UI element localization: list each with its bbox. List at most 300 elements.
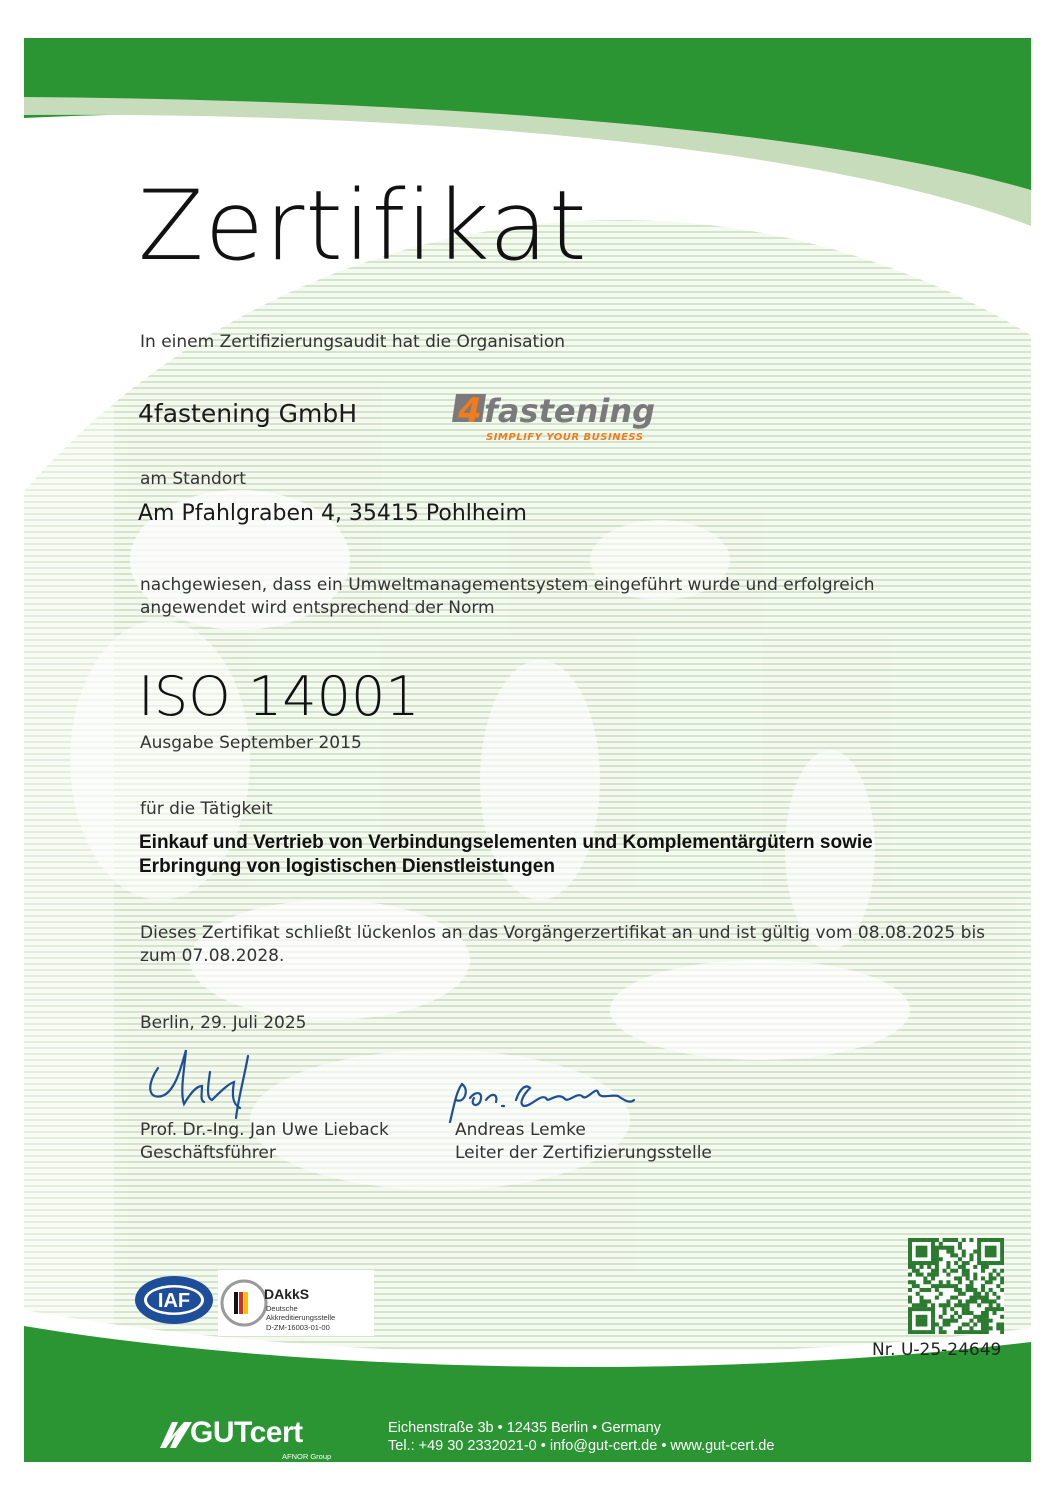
qr-module [977,1319,981,1323]
qr-module [1000,1288,1004,1292]
qr-module [962,1250,966,1254]
qr-module [916,1292,920,1296]
qr-module [977,1238,981,1242]
qr-module [954,1261,958,1265]
qr-module [935,1261,939,1265]
qr-module [966,1307,970,1311]
qr-module [931,1303,935,1307]
signatory-2-name: Andreas Lemke [455,1120,586,1140]
qr-module [977,1330,981,1334]
qr-module [996,1296,1000,1300]
qr-module [950,1296,954,1300]
qr-module [923,1261,927,1265]
qr-module [985,1315,989,1319]
validity-line-1: Dieses Zertifikat schließt lückenlos an das Vorgängerzertifikat an und ist gültig vom 08.08.2025 bis [140,923,986,943]
qr-module [962,1311,966,1315]
qr-module [935,1284,939,1288]
qr-module [935,1322,939,1326]
qr-module [912,1265,916,1269]
qr-module [989,1246,993,1250]
activity-label: für die Tätigkeit [140,799,273,819]
qr-module [916,1269,920,1273]
qr-module [962,1265,966,1269]
qr-module [939,1292,943,1296]
qr-module [920,1307,924,1311]
standard-name: ISO 14001 [138,665,420,728]
svg-text:SIMPLIFY YOUR BUSINESS: SIMPLIFY YOUR BUSINESS [486,432,644,443]
certificate-title: Zertifikat [138,170,588,282]
qr-module [981,1261,985,1265]
qr-module [946,1284,950,1288]
qr-module [1000,1250,1004,1254]
qr-module [946,1299,950,1303]
qr-module [1000,1253,1004,1257]
qr-module [943,1246,947,1250]
dakks-line1: Deutsche [266,1304,298,1313]
qr-module [939,1284,943,1288]
qr-module [908,1326,912,1330]
qr-module [916,1307,920,1311]
qr-module [935,1265,939,1269]
qr-module [946,1261,950,1265]
qr-module [996,1261,1000,1265]
qr-module [920,1246,924,1250]
qr-module [973,1288,977,1292]
qr-module [958,1326,962,1330]
qr-module [969,1257,973,1261]
qr-module [954,1296,958,1300]
qr-module [977,1250,981,1254]
iaf-logo [133,1274,215,1326]
dakks-reg: D-ZM-16003-01-00 [266,1323,330,1332]
qr-module [931,1238,935,1242]
qr-module [908,1257,912,1261]
qr-module [985,1326,989,1330]
qr-module [908,1246,912,1250]
qr-module [920,1261,924,1265]
qr-module [989,1253,993,1257]
qr-module [985,1246,989,1250]
qr-module [920,1296,924,1300]
qr-module [931,1273,935,1277]
qr-module [912,1284,916,1288]
qr-module [962,1303,966,1307]
qr-module [969,1284,973,1288]
signatory-1-name: Prof. Dr.-Ing. Jan Uwe Lieback [140,1120,389,1140]
qr-module [912,1303,916,1307]
qr-module [923,1246,927,1250]
qr-module [935,1257,939,1261]
qr-module [958,1257,962,1261]
qr-module [916,1261,920,1265]
qr-module [973,1315,977,1319]
qr-module [912,1330,916,1334]
qr-module [958,1330,962,1334]
qr-module [989,1326,993,1330]
certificate-number: Nr. U-25-24649 [872,1340,1002,1360]
qr-module [985,1296,989,1300]
qr-module [935,1253,939,1257]
qr-module [946,1238,950,1242]
qr-module [939,1326,943,1330]
qr-module [916,1238,920,1242]
qr-module [985,1307,989,1311]
qr-module [931,1319,935,1323]
qr-module [908,1315,912,1319]
qr-module [931,1257,935,1261]
qr-module [1000,1238,1004,1242]
qr-module [939,1257,943,1261]
qr-module [923,1280,927,1284]
qr-module [977,1253,981,1257]
qr-module [908,1280,912,1284]
qr-module [1000,1276,1004,1280]
qr-module [954,1303,958,1307]
signatory-1-role: Geschäftsführer [140,1143,276,1163]
qr-module [962,1238,966,1242]
qr-module [973,1296,977,1300]
qr-module [912,1238,916,1242]
qr-module [985,1238,989,1242]
qr-module [946,1265,950,1269]
qr-module [989,1307,993,1311]
organization-name: 4fastening GmbH [138,399,358,428]
qr-module [989,1261,993,1265]
qr-module [992,1269,996,1273]
qr-module [973,1322,977,1326]
qr-module [1000,1326,1004,1330]
qr-module [985,1330,989,1334]
qr-module [977,1303,981,1307]
qr-module [992,1311,996,1315]
qr-module [908,1238,912,1242]
qr-module [989,1276,993,1280]
qr-module [916,1315,920,1319]
qr-module [927,1273,931,1277]
qr-module [958,1315,962,1319]
gutcert-brand: GUTcert [190,1416,303,1449]
qr-module [981,1284,985,1288]
qr-module [946,1246,950,1250]
qr-module [920,1299,924,1303]
qr-module [981,1319,985,1323]
qr-module [927,1265,931,1269]
qr-module [1000,1257,1004,1261]
intro-text: In einem Zertifizierungsaudit hat die Organisation [140,332,566,352]
qr-module [1000,1280,1004,1284]
qr-module [958,1280,962,1284]
qr-module [969,1330,973,1334]
dakks-logo [218,1270,374,1336]
qr-module [985,1261,989,1265]
qr-module [943,1330,947,1334]
qr-module [958,1292,962,1296]
qr-module [966,1299,970,1303]
qr-module [943,1319,947,1323]
qr-module [1000,1242,1004,1246]
qr-module [923,1299,927,1303]
qr-module [912,1269,916,1273]
qr-module [973,1292,977,1296]
validity-line-2: zum 07.08.2028. [140,946,285,966]
qr-module [950,1315,954,1319]
qr-module [920,1319,924,1323]
qr-module [969,1299,973,1303]
qr-module [912,1280,916,1284]
qr-module [935,1250,939,1254]
qr-module [966,1311,970,1315]
qr-module [1000,1322,1004,1326]
qr-module [981,1326,985,1330]
qr-module [962,1322,966,1326]
qr-module [981,1269,985,1273]
qr-module [985,1311,989,1315]
qr-module [989,1280,993,1284]
qr-module [989,1299,993,1303]
qr-module [958,1299,962,1303]
qr-module [977,1261,981,1265]
qr-module [981,1288,985,1292]
qr-module [908,1322,912,1326]
qr-module [923,1253,927,1257]
qr-module [1000,1307,1004,1311]
qr-module [969,1238,973,1242]
qr-module [977,1296,981,1300]
qr-module [989,1273,993,1277]
qr-module [916,1246,920,1250]
qr-module [939,1303,943,1307]
qr-module [958,1288,962,1292]
footer-address: Eichenstraße 3b • 12435 Berlin • Germany [388,1420,661,1436]
qr-module [908,1288,912,1292]
qr-module [1000,1246,1004,1250]
qr-module [923,1315,927,1319]
qr-module [969,1296,973,1300]
qr-module [908,1307,912,1311]
activity-line-1: Einkauf und Vertrieb von Verbindungselementen und Komplementärgütern sowie [139,832,873,853]
qr-module [966,1276,970,1280]
qr-module [916,1330,920,1334]
qr-module [946,1250,950,1254]
qr-module [923,1319,927,1323]
signatory-2-role: Leiter der Zertifizierungsstelle [455,1143,712,1163]
qr-module [931,1307,935,1311]
qr-module [996,1284,1000,1288]
svg-text:IAF: IAF [157,1290,191,1312]
qr-module [989,1238,993,1242]
qr-module [950,1238,954,1242]
qr-module [989,1250,993,1254]
qr-module [962,1330,966,1334]
qr-module [931,1250,935,1254]
qr-module [920,1273,924,1277]
qr-module [977,1257,981,1261]
qr-module [931,1311,935,1315]
qr-module [943,1269,947,1273]
qr-module [1000,1330,1004,1334]
statement-line-2: angewendet wird entsprechend der Norm [140,598,495,618]
qr-module [958,1246,962,1250]
qr-module [962,1292,966,1296]
qr-module [920,1265,924,1269]
qr-module [920,1288,924,1292]
qr-module [931,1284,935,1288]
qr-module [931,1261,935,1265]
qr-module [954,1288,958,1292]
qr-module [966,1288,970,1292]
qr-module [939,1246,943,1250]
qr-module [939,1315,943,1319]
qr-module [996,1273,1000,1277]
qr-module [950,1284,954,1288]
qr-module [981,1299,985,1303]
qr-module [1000,1261,1004,1265]
qr-module [920,1330,924,1334]
qr-module [939,1242,943,1246]
qr-module [935,1269,939,1273]
qr-module [969,1253,973,1257]
qr-module [946,1280,950,1284]
qr-module [992,1250,996,1254]
qr-module [923,1330,927,1334]
footer-contact: Tel.: +49 30 2332021-0 • info@gut-cert.de • www.gut-cert.de [388,1438,775,1454]
qr-module [923,1276,927,1280]
qr-module [927,1299,931,1303]
qr-module [954,1253,958,1257]
qr-module [931,1326,935,1330]
qr-module [954,1276,958,1280]
qr-module [973,1299,977,1303]
qr-code-image [908,1238,1004,1334]
qr-module [992,1246,996,1250]
qr-module [985,1319,989,1323]
qr-module [973,1276,977,1280]
qr-module [973,1330,977,1334]
qr-module [943,1238,947,1242]
company-logo-image [450,388,672,448]
qr-module [966,1284,970,1288]
qr-module [923,1288,927,1292]
qr-module [962,1261,966,1265]
qr-module [985,1299,989,1303]
dakks-line2: Akkreditierungsstelle [266,1313,336,1322]
qr-module [966,1269,970,1273]
standard-edition: Ausgabe September 2015 [140,733,362,753]
qr-module [920,1315,924,1319]
qr-module [981,1322,985,1326]
qr-module [920,1238,924,1242]
qr-module [981,1265,985,1269]
address: Am Pfahlgraben 4, 35415 Pohlheim [138,501,527,526]
qr-module [973,1265,977,1269]
qr-module [908,1311,912,1315]
qr-module [973,1273,977,1277]
qr-module [992,1299,996,1303]
qr-module [954,1330,958,1334]
qr-module [954,1238,958,1242]
qr-module [920,1250,924,1254]
qr-module [981,1330,985,1334]
qr-module [927,1261,931,1265]
qr-module [954,1284,958,1288]
qr-module [992,1292,996,1296]
qr-module [954,1311,958,1315]
qr-module [996,1303,1000,1307]
qr-code[interactable] [908,1238,1004,1334]
qr-module [912,1261,916,1265]
qr-module [992,1253,996,1257]
location-label: am Standort [140,469,246,489]
qr-module [923,1307,927,1311]
svg-text:fastening: fastening [484,392,655,430]
qr-module [950,1250,954,1254]
qr-module [977,1292,981,1296]
qr-module [908,1296,912,1300]
qr-module [912,1307,916,1311]
qr-module [920,1303,924,1307]
qr-module [927,1280,931,1284]
qr-module [954,1269,958,1273]
qr-module [908,1261,912,1265]
qr-module [916,1284,920,1288]
svg-text:4: 4 [458,391,482,431]
qr-module [908,1265,912,1269]
qr-module [977,1242,981,1246]
qr-module [931,1246,935,1250]
qr-module [950,1269,954,1273]
qr-module [996,1307,1000,1311]
qr-module [908,1319,912,1323]
qr-module [931,1276,935,1280]
qr-module [931,1322,935,1326]
qr-module [992,1307,996,1311]
qr-module [931,1242,935,1246]
qr-module [958,1265,962,1269]
qr-module [916,1253,920,1257]
qr-module [927,1330,931,1334]
qr-module [996,1238,1000,1242]
qr-module [981,1311,985,1315]
qr-module [977,1246,981,1250]
qr-module [981,1315,985,1319]
qr-module [962,1273,966,1277]
qr-module [989,1319,993,1323]
qr-module [946,1322,950,1326]
qr-module [985,1250,989,1254]
qr-module [969,1311,973,1315]
qr-module [916,1303,920,1307]
qr-module [954,1319,958,1323]
qr-module [969,1288,973,1292]
signature-1 [140,1042,270,1122]
qr-module [923,1303,927,1307]
qr-module [966,1322,970,1326]
qr-module [1000,1269,1004,1273]
qr-module [977,1315,981,1319]
qr-module [927,1307,931,1311]
qr-module [981,1276,985,1280]
qr-module [950,1246,954,1250]
qr-module [981,1238,985,1242]
qr-module [996,1326,1000,1330]
gutcert-sub: AFNOR Group [282,1452,332,1461]
qr-module [981,1296,985,1300]
qr-module [962,1253,966,1257]
qr-module [962,1307,966,1311]
qr-module [920,1253,924,1257]
qr-module [935,1288,939,1292]
company-logo [450,388,672,448]
